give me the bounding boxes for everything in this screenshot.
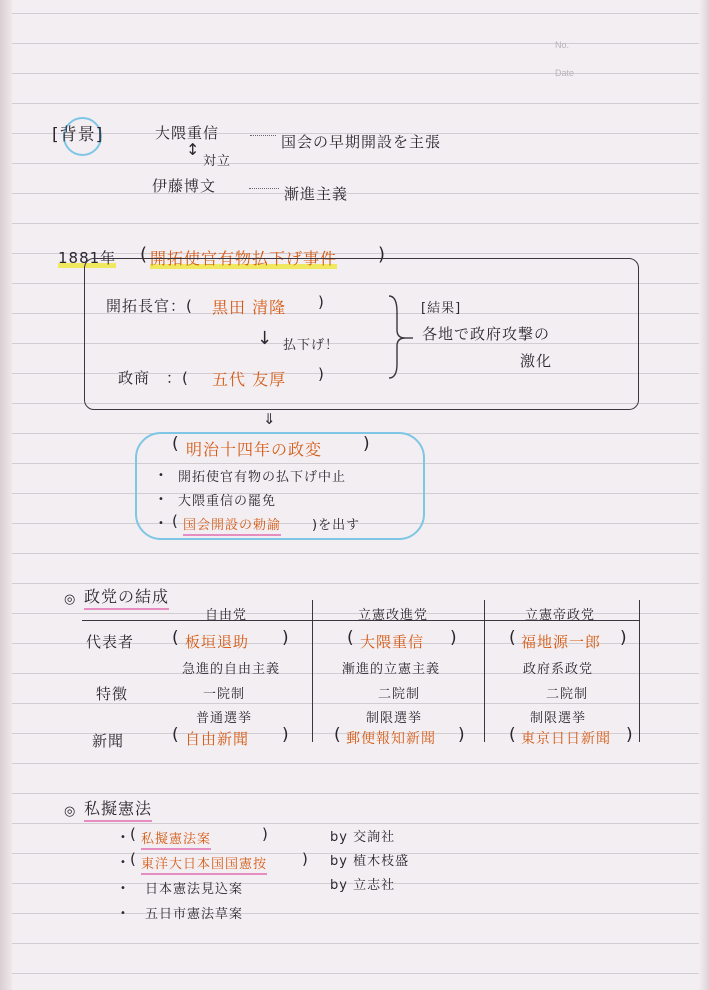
coup-item-3-value: 国会開設の勅諭 (183, 514, 281, 536)
party-2-paper-close: ) (458, 725, 466, 745)
parties-bullet-icon: ◎ (64, 592, 77, 607)
row-label-leader: 代表者 (86, 633, 135, 651)
parties-table-divider-3 (639, 600, 640, 742)
row-label-newspaper: 新聞 (92, 732, 125, 750)
incident-name: 開拓使官有物払下げ事件 (150, 246, 337, 269)
party-3-leader-open: ( (509, 628, 517, 648)
draft-2-name: 東洋大日本国国憲按 (141, 853, 267, 875)
transfer-label: 払下げ！ (283, 338, 340, 353)
draft-2-bullet: • (120, 857, 127, 868)
party-2-paper-open: ( (334, 725, 342, 745)
result-label: [結果] (421, 301, 462, 316)
incident-open-paren: ( (140, 244, 149, 265)
party-1-trait-2: 一院制 (203, 687, 246, 702)
party-1-leader-open: ( (172, 628, 180, 648)
draft-2-close: ) (302, 850, 309, 868)
commissioner-label: 開拓長官：( (106, 297, 193, 315)
page-right-edge (699, 0, 709, 990)
draft-1-bullet: • (120, 832, 127, 843)
party-1-paper-open: ( (172, 725, 180, 745)
party-2-trait-2: 二院制 (378, 687, 421, 702)
draft-1-open: ( (130, 825, 137, 843)
coup-title: 明治十四年の政変 (186, 440, 323, 459)
merchant-name: 五代 友厚 (212, 370, 287, 389)
ito-name: 伊藤博文 (152, 177, 217, 195)
party-3-leader-close: ) (620, 628, 628, 648)
party-3-trait-2: 二院制 (546, 687, 589, 702)
double-down-arrow-icon: ⇓ (263, 410, 277, 428)
opposition-arrow-icon: ↕ (186, 140, 201, 159)
commissioner-close: ) (318, 293, 325, 311)
parties-table-divider-2 (484, 600, 485, 742)
merchant-label: 政商 ：( (118, 369, 189, 387)
incident-year: 1881年 (58, 249, 117, 267)
coup-item-3-open: ( (172, 512, 179, 530)
draft-3-name: 日本憲法見込案 (145, 882, 244, 897)
parties-heading: 政党の結成 (84, 584, 169, 610)
party-3-name: 立憲帝政党 (525, 608, 596, 623)
page-left-edge (0, 0, 12, 990)
coup-item-1: 開拓使官有物の払下げ中止 (178, 470, 347, 485)
result-brace-icon (385, 292, 415, 382)
coup-title-open: ( (172, 434, 180, 454)
party-2-trait-1: 漸進的立憲主義 (342, 662, 441, 677)
ito-dotted-leader (249, 188, 279, 189)
merchant-close: ) (318, 365, 325, 383)
coup-bullet-1: • (158, 470, 165, 481)
incident-close-paren: ) (378, 244, 387, 265)
parties-table-divider-1 (312, 600, 313, 742)
party-1-name: 自由党 (205, 608, 248, 623)
party-3-paper-open: ( (509, 725, 517, 745)
party-2-leader-open: ( (347, 628, 355, 648)
constitution-bullet-icon: ◎ (64, 804, 77, 819)
party-3-paper: 東京日日新聞 (521, 731, 611, 747)
party-1-leader-close: ) (282, 628, 290, 648)
party-2-leader-close: ) (450, 628, 458, 648)
party-2-leader: 大隈重信 (360, 633, 425, 651)
party-1-leader: 板垣退助 (185, 633, 250, 651)
okuma-name: 大隈重信 (155, 124, 220, 142)
party-1-trait-1: 急進的自由主義 (182, 662, 281, 677)
coup-title-close: ) (363, 434, 371, 454)
party-3-trait-3: 制限選挙 (530, 711, 587, 726)
draft-1-close: ) (262, 825, 269, 843)
party-3-trait-1: 政府系政党 (523, 662, 594, 677)
draft-4-bullet: • (120, 908, 127, 919)
ito-view: 漸進主義 (284, 185, 349, 203)
constitution-heading: 私擬憲法 (84, 796, 152, 822)
okuma-dotted-leader (250, 135, 276, 136)
party-3-paper-close: ) (626, 725, 634, 745)
party-2-trait-3: 制限選挙 (366, 711, 423, 726)
down-arrow-icon: ↓ (257, 328, 274, 349)
opposition-label: 対立 (203, 154, 232, 169)
draft-3-bullet: • (120, 883, 127, 894)
okuma-view: 国会の早期開設を主張 (281, 133, 442, 151)
party-1-paper: 自由新聞 (185, 730, 250, 748)
commissioner-name: 黒田 清隆 (212, 298, 287, 317)
header-no-field: No. (555, 40, 570, 50)
party-1-trait-3: 普通選挙 (196, 711, 253, 726)
result-line2: 激化 (520, 352, 553, 370)
coup-bullet-2: • (158, 494, 165, 505)
header-date-field: Date (555, 68, 575, 78)
coup-item-2: 大隈重信の罷免 (178, 494, 277, 509)
row-label-traits: 特徴 (96, 685, 129, 703)
background-label: [背景] (52, 125, 104, 145)
draft-2-author: by 植木枝盛 (330, 854, 410, 869)
party-2-name: 立憲改進党 (358, 608, 429, 623)
result-line1: 各地で政府攻撃の (422, 325, 551, 343)
draft-4-name: 五日市憲法草案 (145, 907, 244, 922)
coup-bullet-3: • (158, 518, 165, 529)
party-2-paper: 郵便報知新聞 (346, 731, 436, 747)
coup-item-3-close: )を出す (312, 518, 361, 533)
party-3-leader: 福地源一郎 (521, 633, 602, 651)
draft-1-author: by 交詢社 (330, 830, 396, 845)
draft-3-author: by 立志社 (330, 878, 396, 893)
party-1-paper-close: ) (282, 725, 290, 745)
draft-2-open: ( (130, 850, 137, 868)
draft-1-name: 私擬憲法案 (141, 828, 211, 850)
